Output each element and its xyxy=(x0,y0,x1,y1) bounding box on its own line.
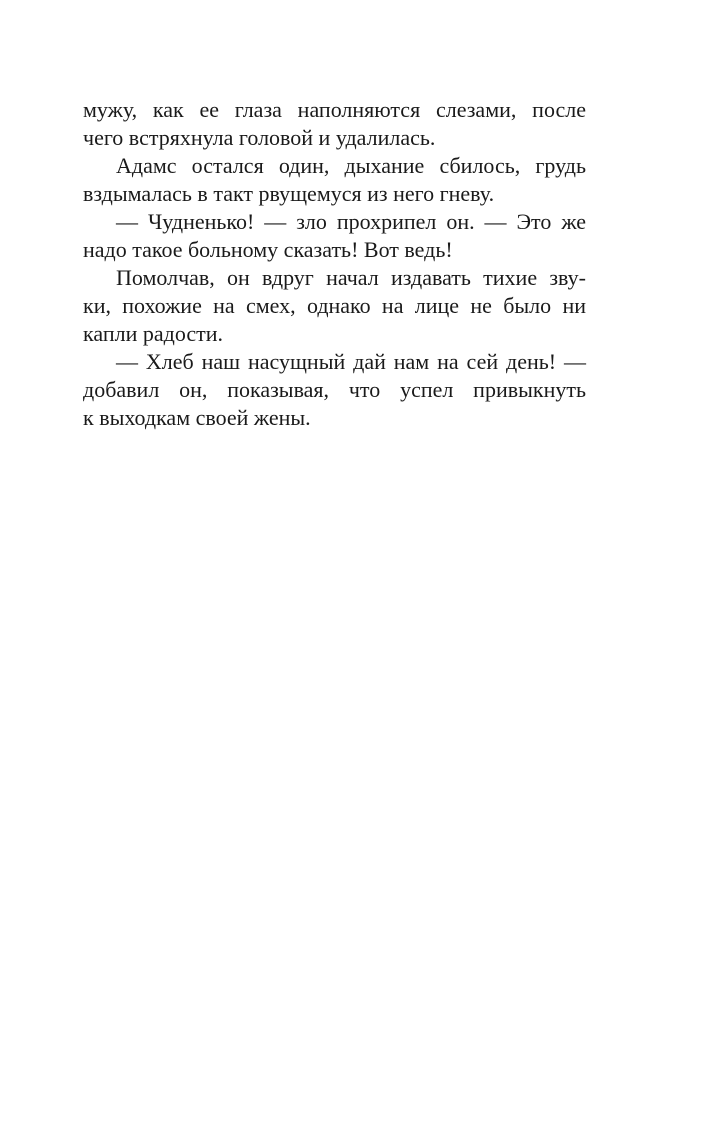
text-line: мужу, как ее глаза наполняются слезами, после xyxy=(83,97,586,122)
text-line: Адамс остался один, дыхание сбилось, грудь xyxy=(116,153,586,178)
text-line: Помолчав, он вдруг начал издавать тихие зву- xyxy=(116,265,586,290)
text-line: чего встряхнула головой и удалилась. xyxy=(83,125,436,150)
text-line: к выходкам своей жены. xyxy=(83,405,311,430)
text-line: — Хлеб наш насущный дай нам на сей день! — xyxy=(116,349,586,374)
body-text xyxy=(83,96,586,432)
text-line: добавил он, показывая, что успел привыкнуть xyxy=(83,377,586,402)
text-line: капли радости. xyxy=(83,321,224,346)
text-line: — Чудненько! — зло прохрипел он. — Это же xyxy=(116,209,586,234)
text-line: ки, похожие на смех, однако на лице не было ни xyxy=(83,293,586,318)
text-line: вздымалась в такт рвущемуся из него гневу. xyxy=(83,181,495,206)
text-line: надо такое больному сказать! Вот ведь! xyxy=(83,237,453,262)
